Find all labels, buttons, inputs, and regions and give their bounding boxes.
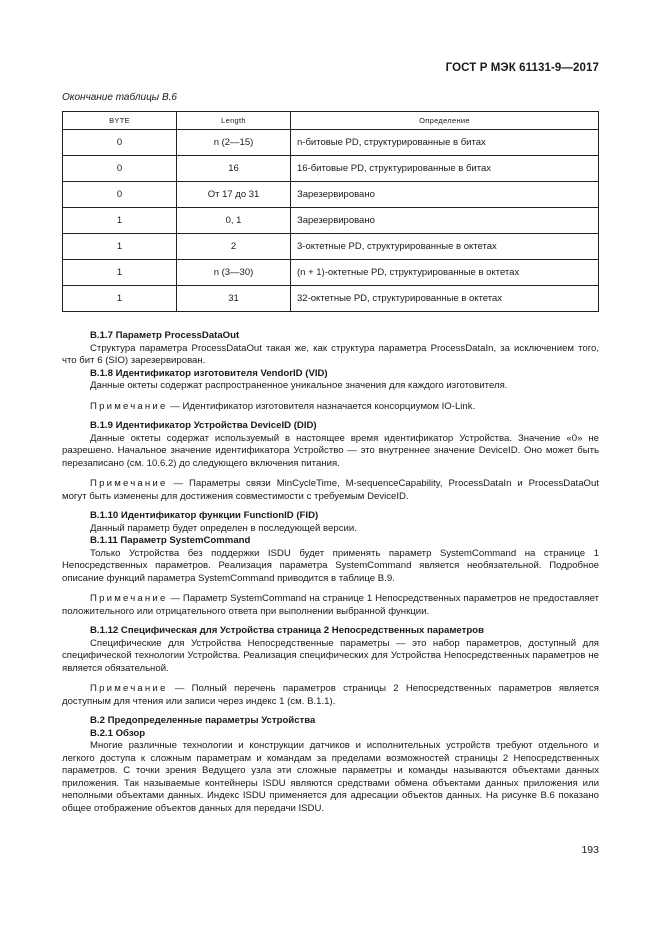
note-text: — Параметр SystemCommand на странице 1 Непосредственных параметров не предоставляет положительного или отрицательного ответа при выполнении выбранной функции. [62, 593, 599, 617]
note-label: Примечание [90, 683, 168, 694]
cell-definition: 32-октетные PD, структурированные в октетах [291, 286, 599, 312]
section-heading-b18: В.1.8 Идентификатор изготовителя VendorID (VID) [90, 367, 328, 379]
cell-length: 16 [177, 156, 291, 182]
cell-length: 0, 1 [177, 208, 291, 234]
note-label: Примечание [90, 400, 168, 412]
cell-byte: 1 [63, 260, 177, 286]
note-b18 [90, 401, 599, 414]
paragraph-b110: Данный параметр будет определен в последующей версии. [90, 522, 357, 534]
data-table [62, 111, 599, 312]
cell-byte: 1 [63, 208, 177, 234]
section-heading-b17: В.1.7 Параметр ProcessDataOut [90, 330, 240, 341]
table-row [63, 234, 599, 260]
cell-length: От 17 до 31 [177, 182, 291, 208]
paragraph-b18: Данные октеты содержат распространенное уникальное значения для каждого изготовителя. [90, 380, 508, 391]
cell-byte: 1 [63, 234, 177, 260]
paragraph-b17: Структура параметра ProcessDataOut такая же, как структура параметра ProcessDataIn, за исключением того, что бит 6 (SIO) зарезервирован. [62, 342, 599, 366]
note-text: — Параметры связи MinCycleTime, M-sequenceCapability, ProcessDataIn и ProcessDataOut могут быть изменены для достижения совместимости с требуемым DeviceID. [62, 478, 599, 502]
cell-definition: Зарезервировано [291, 208, 599, 234]
section-heading-b112: В.1.12 Специфическая для Устройства страница 2 Непосредственных параметров [90, 625, 484, 636]
page-number: 193 [581, 844, 599, 856]
note-text: — Идентификатор изготовителя назначается консорциумом IO-Link. [167, 400, 476, 412]
cell-length: 2 [177, 234, 291, 260]
note-b111 [62, 593, 599, 618]
cell-length: n (3—30) [177, 260, 291, 286]
paragraph-b112: Специфические для Устройства Непосредственные параметры — это набор параметров, доступный для специфической технологии Устройства. Реализация специфических для Устройства Непосредственных параметров не является обязательной. [62, 637, 599, 674]
cell-length: 31 [177, 286, 291, 312]
body-text [62, 330, 599, 815]
column-header-length: Length [177, 112, 291, 130]
section-heading-b110: В.1.10 Идентификатор функции FunctionID (FID) [90, 510, 319, 521]
column-header-definition: Определение [291, 112, 599, 130]
paragraph-b21: Многие различные технологии и конструкции датчиков и исполнительных устройств требуют отдельного и легкого доступа к сложным параметрам и командам за пределами возможностей страницы 2 Непосредственных параметров. С точки зрения Ведущего узла эти сложные параметры и команды называются объектами данных приложения. Так называемые контейнеры ISDU являются средствами обмена объектами данных приложения или неполными объектами данных. Индекс ISDU применяется для адресации объектов данных. На рисунке В.6 показано общее отображение объектов данных для передачи ISDU. [62, 740, 599, 814]
table-row [63, 182, 599, 208]
cell-byte: 1 [63, 286, 177, 312]
cell-byte: 0 [63, 182, 177, 208]
column-header-byte: BYTE [63, 112, 177, 130]
table-caption: Окончание таблицы В.6 [62, 92, 177, 103]
paragraph-b111: Только Устройства без поддержки ISDU будет применять параметр SystemCommand на странице 1 Непосредственных параметров. Реализация параметра SystemCommand является необязательной. Подробное описание функций параметра SystemCommand приводится в таблице В.9. [62, 547, 599, 584]
cell-definition: (n + 1)-октетные PD, структурированные в октетах [291, 260, 599, 286]
table-row [63, 130, 599, 156]
standard-header: ГОСТ Р МЭК 61131-9—2017 [445, 62, 599, 74]
cell-definition: Зарезервировано [291, 182, 599, 208]
cell-byte: 0 [63, 130, 177, 156]
table-row [63, 208, 599, 234]
section-heading-b111: В.1.11 Параметр SystemCommand [90, 535, 251, 546]
note-b112 [62, 683, 599, 708]
section-heading-b2: В.2 Предопределенные параметры Устройства [90, 715, 316, 726]
cell-definition: 3-октетные PD, структурированные в октетах [291, 234, 599, 260]
table-row [63, 286, 599, 312]
note-label: Примечание [90, 478, 168, 489]
section-heading-b19: В.1.9 Идентификатор Устройства DeviceID (DID) [90, 420, 317, 431]
note-label: Примечание [90, 593, 168, 604]
table-row [63, 156, 599, 182]
cell-definition: n-битовые PD, структурированные в битах [291, 130, 599, 156]
note-text: — Полный перечень параметров страницы 2 Непосредственных параметров является доступным для чтения или записи через индекс 1 (см. В.1.1). [62, 683, 599, 707]
cell-length: n (2—15) [177, 130, 291, 156]
note-b19 [62, 478, 599, 503]
cell-definition: 16-битовые PD, структурированные в битах [291, 156, 599, 182]
table-header-row [63, 112, 599, 130]
paragraph-b19: Данные октеты содержат используемый в настоящее время идентификатор Устройства. Значение «0» не разрешено. Начальное значение идентификатора Устройство — это внутреннее значение DeviceID. Оно может быть перезаписано (см. 10.6.2) до следующего включения питания. [62, 432, 599, 469]
cell-byte: 0 [63, 156, 177, 182]
table-row [63, 260, 599, 286]
section-heading-b21: В.2.1 Обзор [90, 727, 146, 739]
